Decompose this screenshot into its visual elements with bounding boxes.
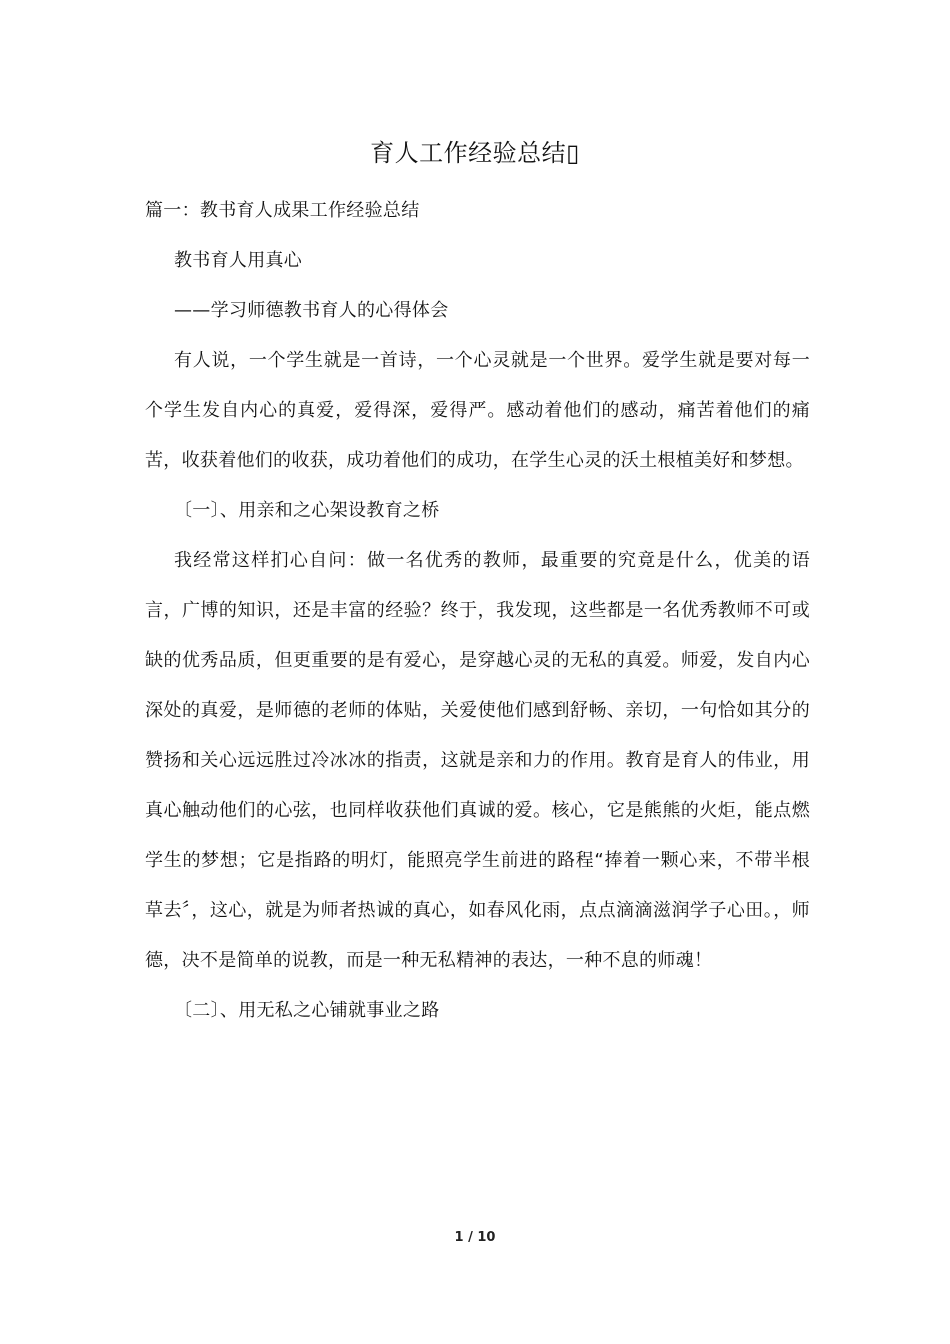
paragraph: 有人说，一个学生就是一首诗，一个心灵就是一个世界。爱学生就是要对每一个学生发自内心的真爱，爱得深，爱得严。感动着他们的感动，痛苦着他们的痛苦，收获着他们的收获，成功着他们的成功，在学生心灵的沃土根植美好和梦想。 [145, 350, 810, 471]
article-subtitle: 教书育人用真心 [174, 250, 303, 271]
paragraph: 我经常这样扪心自问：做一名优秀的教师，最重要的究竟是什么，优美的语言，广博的知识，还是丰富的经验？终于，我发现，这些都是一名优秀教师不可或缺的优秀品质，但更重要的是有爱心，是穿越心灵的无私的真爱。师爱，发自内心深处的真爱，是师德的老师的体贴，关爱使他们感到舒畅、亲切，一句恰如其分的赞扬和关心远远胜过冷冰冰的指责，这就是亲和力的作用。教育是育人的伟业，用真心触动他们的心弦，也同样收获他们真诚的爱。核心，它是熊熊的火炬，能点燃学生的梦想；它是指路的明灯，能照亮学生前进的路程“捧着一颗心来，不带半根草去〞，这心，就是为师者热诚的真心，如春风化雨，点点滴滴滋润学子心田。，师德，决不是简单的说教，而是一种无私精神的表达，一种不息的师魂！ [145, 550, 810, 971]
section-heading: 篇一：教书育人成果工作经验总结 [145, 200, 420, 221]
document-body [145, 198, 810, 1048]
document-title [0, 137, 950, 169]
subsection-heading-2: 〔二〕、用无私之心铺就事业之路 [174, 1000, 440, 1021]
article-subtitle-2: ——学习师德教书育人的心得体会 [174, 300, 449, 321]
missing-glyph-box: ▯ [566, 139, 580, 167]
title-text: 育人工作经验总结 [370, 139, 567, 167]
subsection-heading-1: 〔一〕、用亲和之心架设教育之桥 [174, 500, 440, 521]
page-number: 1 / 10 [454, 1230, 496, 1245]
